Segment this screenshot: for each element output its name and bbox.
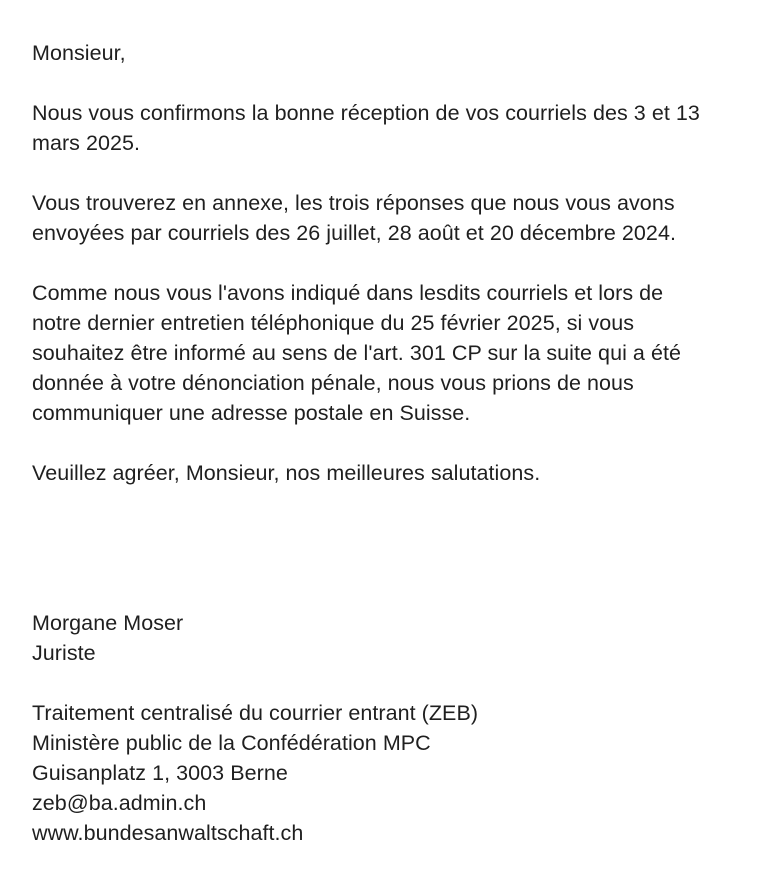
paragraph-line: notre dernier entretien téléphonique du 25 février 2025, si vous bbox=[32, 311, 635, 335]
paragraph-line: souhaitez être informé au sens de l'art. 301 CP sur la suite qui a été bbox=[32, 341, 681, 365]
contact-department: Traitement centralisé du courrier entrant (ZEB) bbox=[32, 701, 479, 725]
paragraph-line: Comme nous vous l'avons indiqué dans lesdits courriels et lors de bbox=[32, 281, 664, 305]
paragraph-line: Veuillez agréer, Monsieur, nos meilleures salutations. bbox=[32, 461, 541, 485]
contact-address: Guisanplatz 1, 3003 Berne bbox=[32, 761, 288, 785]
salutation: Monsieur, bbox=[32, 41, 126, 65]
signature-name: Morgane Moser bbox=[32, 611, 184, 635]
paragraph-line: donnée à votre dénonciation pénale, nous vous prions de nous bbox=[32, 371, 634, 395]
paragraph-annex bbox=[32, 188, 762, 248]
contact-block bbox=[32, 698, 762, 848]
paragraph-line: communiquer une adresse postale en Suisse. bbox=[32, 401, 471, 425]
paragraph-line: mars 2025. bbox=[32, 131, 141, 155]
paragraph-line: Vous trouverez en annexe, les trois réponses que nous vous avons bbox=[32, 191, 675, 215]
contact-office: Ministère public de la Confédération MPC bbox=[32, 731, 431, 755]
letter-body bbox=[32, 38, 762, 848]
paragraph-confirmation bbox=[32, 98, 762, 158]
paragraph-line: envoyées par courriels des 26 juillet, 28 août et 20 décembre 2024. bbox=[32, 221, 676, 245]
paragraph-closing bbox=[32, 458, 762, 488]
paragraph-line: Nous vous confirmons la bonne réception de vos courriels des 3 et 13 bbox=[32, 101, 700, 125]
paragraph-request bbox=[32, 278, 762, 428]
signature-role: Juriste bbox=[32, 641, 96, 665]
contact-email: zeb@ba.admin.ch bbox=[32, 791, 207, 815]
signature-block bbox=[32, 608, 762, 668]
contact-website: www.bundesanwaltschaft.ch bbox=[32, 821, 304, 845]
